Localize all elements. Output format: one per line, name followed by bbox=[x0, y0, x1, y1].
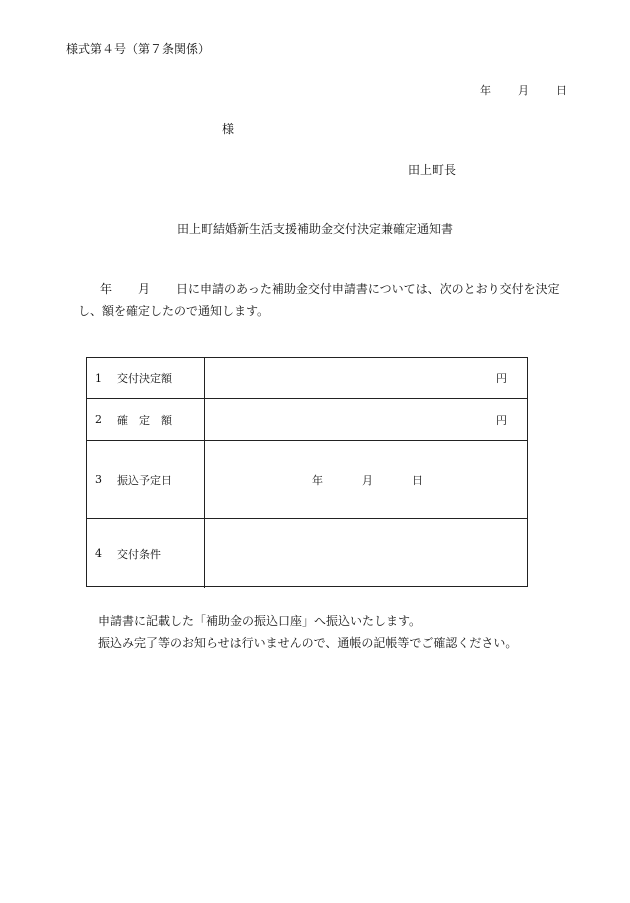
grant-amount-value bbox=[205, 358, 527, 398]
date-day: 日 bbox=[556, 84, 567, 97]
label-cell bbox=[87, 399, 205, 440]
body-year: 年 bbox=[100, 282, 113, 296]
table-row-transfer-date bbox=[87, 441, 527, 519]
row-label: 確 定 額 bbox=[117, 413, 172, 427]
transfer-month: 月 bbox=[362, 473, 373, 487]
row-label: 交付条件 bbox=[117, 547, 161, 561]
transfer-date-value bbox=[205, 441, 527, 518]
transfer-day: 日 bbox=[412, 473, 423, 487]
transfer-year: 年 bbox=[312, 473, 323, 487]
row-number: 4 bbox=[95, 547, 102, 560]
addressee-suffix: 様 bbox=[222, 122, 235, 136]
yen-unit: 円 bbox=[496, 372, 507, 385]
label-cell bbox=[87, 519, 205, 588]
row-number: 3 bbox=[95, 473, 102, 486]
row-label: 振込予定日 bbox=[117, 473, 172, 487]
note-2: 振込み完了等のお知らせは行いませんので、通帳の記帳等でご確認ください。 bbox=[98, 636, 518, 650]
table-row-conditions bbox=[87, 519, 527, 588]
label-cell bbox=[87, 441, 205, 518]
form-number: 様式第４号（第７条関係） bbox=[66, 42, 211, 56]
row-label: 交付決定額 bbox=[117, 372, 172, 385]
yen-unit: 円 bbox=[496, 413, 507, 427]
grant-table bbox=[86, 357, 528, 587]
table-row-grant-amount bbox=[87, 358, 527, 399]
confirmed-amount-value bbox=[205, 399, 527, 440]
body-line-2: し、額を確定したので通知します。 bbox=[78, 304, 270, 318]
label-cell bbox=[87, 358, 205, 398]
row-number: 1 bbox=[95, 371, 102, 385]
table-row-confirmed-amount bbox=[87, 399, 527, 441]
issuer: 田上町長 bbox=[408, 163, 457, 177]
body-text: 日に申請のあった補助金交付申請書については、次のとおり交付を決定 bbox=[176, 282, 560, 296]
row-number: 2 bbox=[95, 413, 102, 426]
document-title: 田上町結婚新生活支援補助金交付決定兼確定通知書 bbox=[176, 222, 453, 236]
body-month: 月 bbox=[138, 282, 151, 296]
conditions-value bbox=[205, 519, 527, 588]
note-1: 申請書に記載した「補助金の振込口座」へ振込いたします。 bbox=[98, 614, 422, 628]
date-month: 月 bbox=[518, 84, 529, 97]
date-year: 年 bbox=[480, 84, 491, 97]
